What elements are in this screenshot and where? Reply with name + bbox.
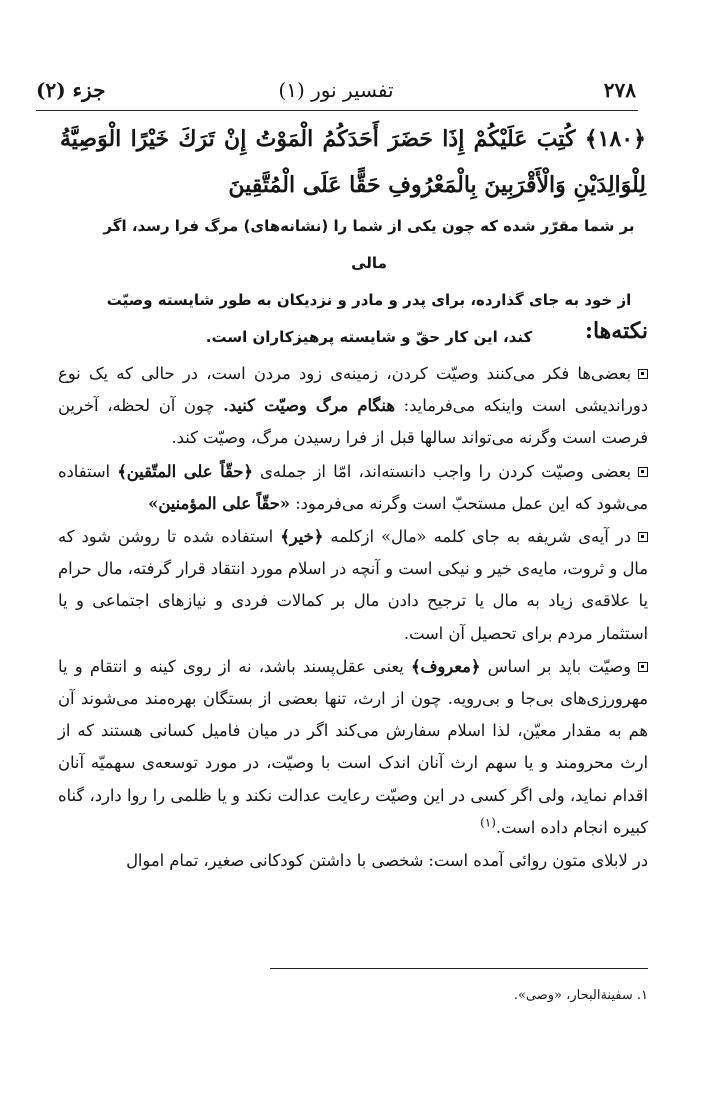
translation-line: کند، این کار حقّ و شایسته پرهیزکاران است. xyxy=(205,328,533,346)
square-bullet-icon xyxy=(638,532,648,542)
note-emphasis: ﴿خیر﴾ xyxy=(280,527,324,547)
book-title: تفسیر نور (۱) xyxy=(278,78,394,102)
note-emphasis: ﴿معروف﴾ xyxy=(411,656,481,676)
verse-translation xyxy=(92,208,646,356)
note-item xyxy=(58,521,648,650)
note-emphasis: هنگام مرگ وصیّت کنید. xyxy=(223,396,395,416)
note-text: در آیه‌ی شریفه به جای کلمه «مال» ازکلمه xyxy=(323,527,631,547)
footnote: ۱. سفینةالبحار، «وصی». xyxy=(513,988,648,1003)
note-item xyxy=(58,651,648,844)
closing-paragraph: در لابلای متون روائی آمده است: شخصی با داشتن کودکانی صغیر، تمام اموال xyxy=(126,851,648,871)
header-divider xyxy=(36,110,638,111)
square-bullet-icon xyxy=(638,369,648,379)
square-bullet-icon xyxy=(638,662,648,672)
footnote-divider xyxy=(270,968,648,969)
note-item xyxy=(58,456,648,520)
note-text: چون آن لحظه، آخرین فرصت است وگرنه می‌تواند سالها قبل از فرا رسیدن مرگ، وصیّت کند. xyxy=(58,396,648,448)
note-emphasis: ﴿حقّاً علی المتّقین﴾ xyxy=(117,461,253,481)
page-header xyxy=(36,74,636,108)
translation-line: از خود به جای گذارده، برای پدر و مادر و نزدیکان به طور شایسته وصیّت xyxy=(106,291,632,309)
translation-line: بر شما مقرّر شده که چون یکی از شما را (نشانه‌های) مرگ فرا رسد، اگر مالی xyxy=(103,217,635,272)
note-text: بعضی‌ها فکر می‌کنند وصیّت کردن، زمینه‌ی زود مردن است، در حالی که یک نوع دوراندیشی است واینکه می‌فرماید: xyxy=(58,364,648,416)
note-text: استفاده شده تا روشن شود که مال و ثروت، مایه‌ی خیر و نیکی است و آنچه در اسلام مورد انتقاد قرار گرفته، مال حرام یا علاقه‌ی زیاد به مال یا ترجیح دادن مال بر کمالات فردی و نیازهای اجتماعی و یا استثمار مردم برای تحصیل آن است. xyxy=(58,527,648,643)
notes-body xyxy=(58,358,648,878)
page-number: ۲۷۸ xyxy=(603,78,636,102)
note-text: بعضی وصیّت کردن را واجب دانسته‌اند، امّا از جمله‌ی xyxy=(252,461,631,481)
volume-label: جزء (۲) xyxy=(36,78,106,102)
note-text: وصیّت باید بر اساس xyxy=(480,656,631,676)
note-item xyxy=(58,358,648,455)
note-text: یعنی عقل‌پسند باشد، نه از روی کینه و انتقام و یا مهرورزی‌های بی‌جا و بی‌رویه. چون از ارث، تنها بعضی از بستگان بهره‌مند می‌شوند آن هم به مقدار معیّن، لذا اسلام سفارش می‌کند اگر در میان فامیل کسانی هستند که از ارث محرومند و یا سهم ارث آنان اندک است با وصیّت، در مورد توسعه‌ی سهمیّه آنان اقدام نماید، ولی اگر کسی در این وصیّت رعایت عدالت نکند و یا ظلمی را روا دارد، گناه کبیره انجام داده است. xyxy=(58,656,648,837)
footnote-reference: (۱) xyxy=(480,815,496,830)
notes-heading: نکته‌ها: xyxy=(584,318,648,344)
note-text: استفاده می‌شود که این عمل مستحبّ است وگرنه می‌فرمود: xyxy=(58,461,648,513)
square-bullet-icon xyxy=(638,467,648,477)
note-emphasis: «حقّاً علی المؤمنین» xyxy=(148,493,291,513)
quran-verse: ﴿۱۸۰﴾ كُتِبَ عَلَيْكُمْ إِذَا حَضَرَ أَحَدَكُمُ الْمَوْتُ إِنْ تَرَكَ خَيْرًا الْوَصِيَّةُ لِلْوَالِدَيْنِ وَالْأَقْرَبِينَ بِالْمَعْرُوفِ حَقًّا عَلَى الْمُتَّقِينَ xyxy=(60,126,646,198)
